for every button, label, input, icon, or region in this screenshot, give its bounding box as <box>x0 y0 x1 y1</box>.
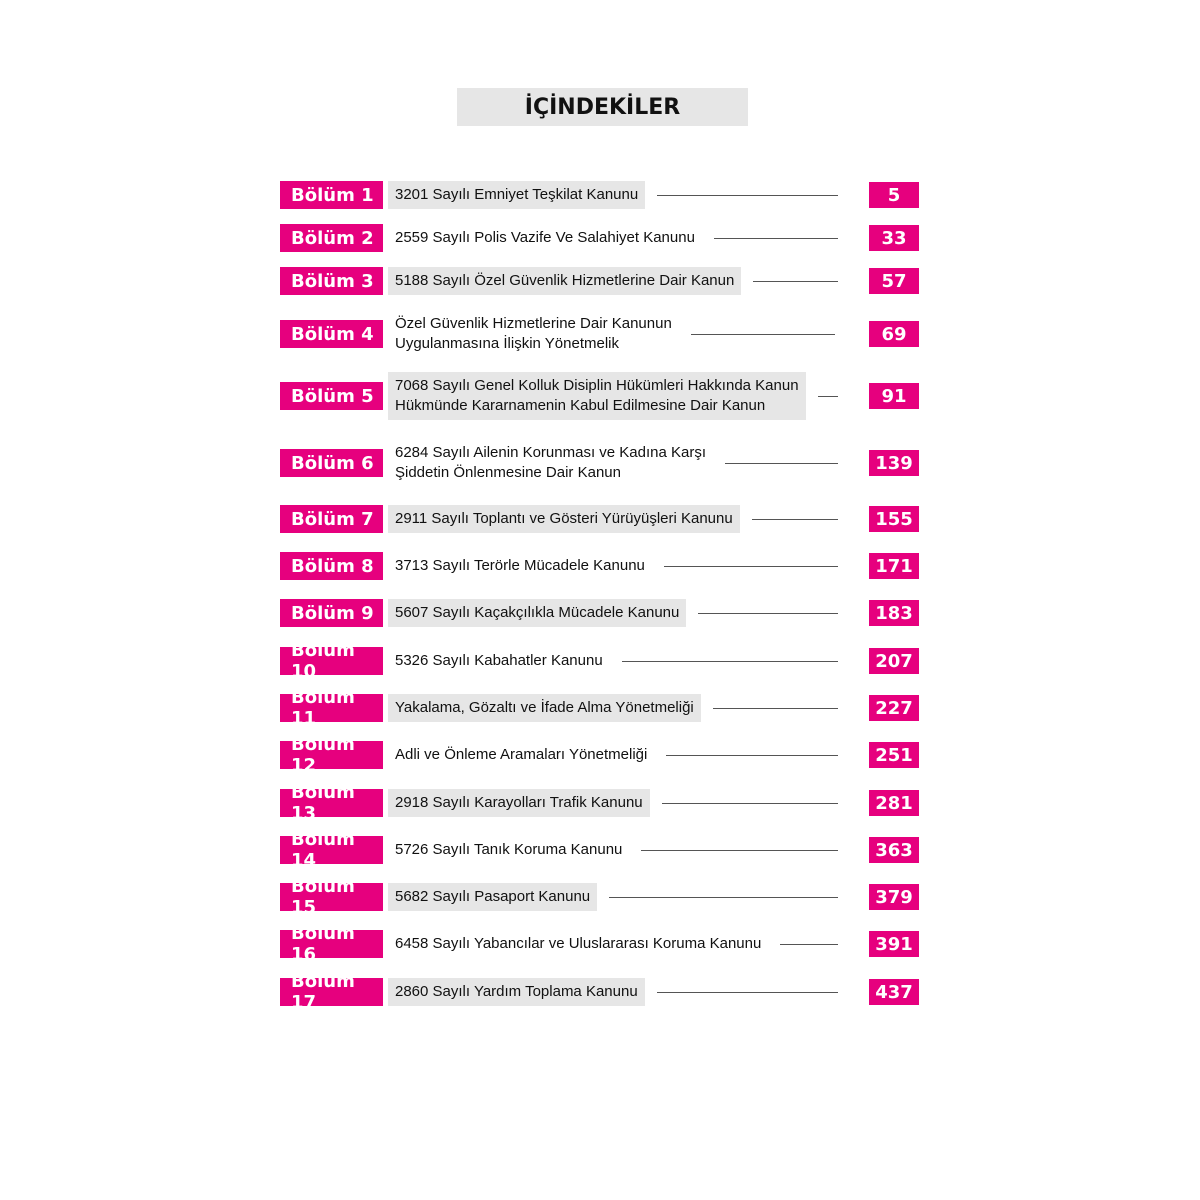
leader-line <box>662 803 838 804</box>
entry-title: Yakalama, Gözaltı ve İfade Alma Yönetmeliği <box>388 694 701 722</box>
page-number: 57 <box>869 268 919 294</box>
leader-line <box>664 566 838 567</box>
chapter-label: Bölüm 6 <box>280 449 383 477</box>
leader-line <box>698 613 838 614</box>
chapter-label: Bölüm 8 <box>280 552 383 580</box>
leader-line <box>641 850 838 851</box>
leader-line <box>714 238 838 239</box>
page-number: 5 <box>869 182 919 208</box>
page-number: 33 <box>869 225 919 251</box>
leader-line <box>725 463 838 464</box>
entry-title: 5607 Sayılı Kaçakçılıkla Mücadele Kanunu <box>388 599 686 627</box>
page-number: 69 <box>869 321 919 347</box>
chapter-label: Bölüm 9 <box>280 599 383 627</box>
chapter-label: Bölüm 17 <box>280 978 383 1006</box>
leader-line <box>657 992 838 993</box>
page-number: 91 <box>869 383 919 409</box>
page-number: 227 <box>869 695 919 721</box>
entry-title: 5682 Sayılı Pasaport Kanunu <box>388 883 597 911</box>
entry-title: Adli ve Önleme Aramaları Yönetmeliği <box>395 746 648 763</box>
toc-title: İÇİNDEKİLER <box>457 88 748 126</box>
entry-title: 2559 Sayılı Polis Vazife Ve Salahiyet Kanunu <box>395 229 695 246</box>
entry-title: 6284 Sayılı Ailenin Korunması ve Kadına Karşı Şiddetin Önlenmesine Dair Kanun <box>395 444 707 481</box>
leader-line <box>657 195 838 196</box>
leader-line <box>753 281 838 282</box>
entry-title: Özel Güvenlik Hizmetlerine Dair Kanunun Uygulanmasına İlişkin Yönetmelik <box>395 315 672 352</box>
chapter-label: Bölüm 5 <box>280 382 383 410</box>
leader-line <box>818 396 838 397</box>
leader-line <box>609 897 838 898</box>
page-number: 155 <box>869 506 919 532</box>
page-number: 363 <box>869 837 919 863</box>
chapter-label: Bölüm 11 <box>280 694 383 722</box>
leader-line <box>622 661 838 662</box>
entry-title: 5188 Sayılı Özel Güvenlik Hizmetlerine Dair Kanun <box>388 267 741 295</box>
leader-line <box>780 944 838 945</box>
entry-title: 2918 Sayılı Karayolları Trafik Kanunu <box>388 789 650 817</box>
entry-title: 2911 Sayılı Toplantı ve Gösteri Yürüyüşleri Kanunu <box>388 505 740 533</box>
leader-line <box>666 755 838 756</box>
page-number: 171 <box>869 553 919 579</box>
page-number: 139 <box>869 450 919 476</box>
chapter-label: Bölüm 10 <box>280 647 383 675</box>
chapter-label: Bölüm 13 <box>280 789 383 817</box>
entry-title: 3201 Sayılı Emniyet Teşkilat Kanunu <box>388 181 645 209</box>
chapter-label: Bölüm 4 <box>280 320 383 348</box>
chapter-label: Bölüm 12 <box>280 741 383 769</box>
page-number: 391 <box>869 931 919 957</box>
page-number: 251 <box>869 742 919 768</box>
page-number: 379 <box>869 884 919 910</box>
leader-line <box>691 334 835 335</box>
entry-title: 3713 Sayılı Terörle Mücadele Kanunu <box>395 557 645 574</box>
entry-title: 6458 Sayılı Yabancılar ve Uluslararası Koruma Kanunu <box>395 935 762 952</box>
entry-title: 2860 Sayılı Yardım Toplama Kanunu <box>388 978 645 1006</box>
chapter-label: Bölüm 16 <box>280 930 383 958</box>
chapter-label: Bölüm 14 <box>280 836 383 864</box>
entry-title: 7068 Sayılı Genel Kolluk Disiplin Hükümleri Hakkında Kanun Hükmünde Kararnamenin Kabul Edilmesine Dair Kanun <box>388 372 806 420</box>
leader-line <box>752 519 838 520</box>
chapter-label: Bölüm 2 <box>280 224 383 252</box>
entry-title: 5326 Sayılı Kabahatler Kanunu <box>395 652 603 669</box>
entry-title: 5726 Sayılı Tanık Koruma Kanunu <box>395 841 623 858</box>
page-number: 183 <box>869 600 919 626</box>
chapter-label: Bölüm 15 <box>280 883 383 911</box>
chapter-label: Bölüm 1 <box>280 181 383 209</box>
chapter-label: Bölüm 3 <box>280 267 383 295</box>
page-number: 437 <box>869 979 919 1005</box>
page-number: 281 <box>869 790 919 816</box>
chapter-label: Bölüm 7 <box>280 505 383 533</box>
leader-line <box>713 708 838 709</box>
page-number: 207 <box>869 648 919 674</box>
